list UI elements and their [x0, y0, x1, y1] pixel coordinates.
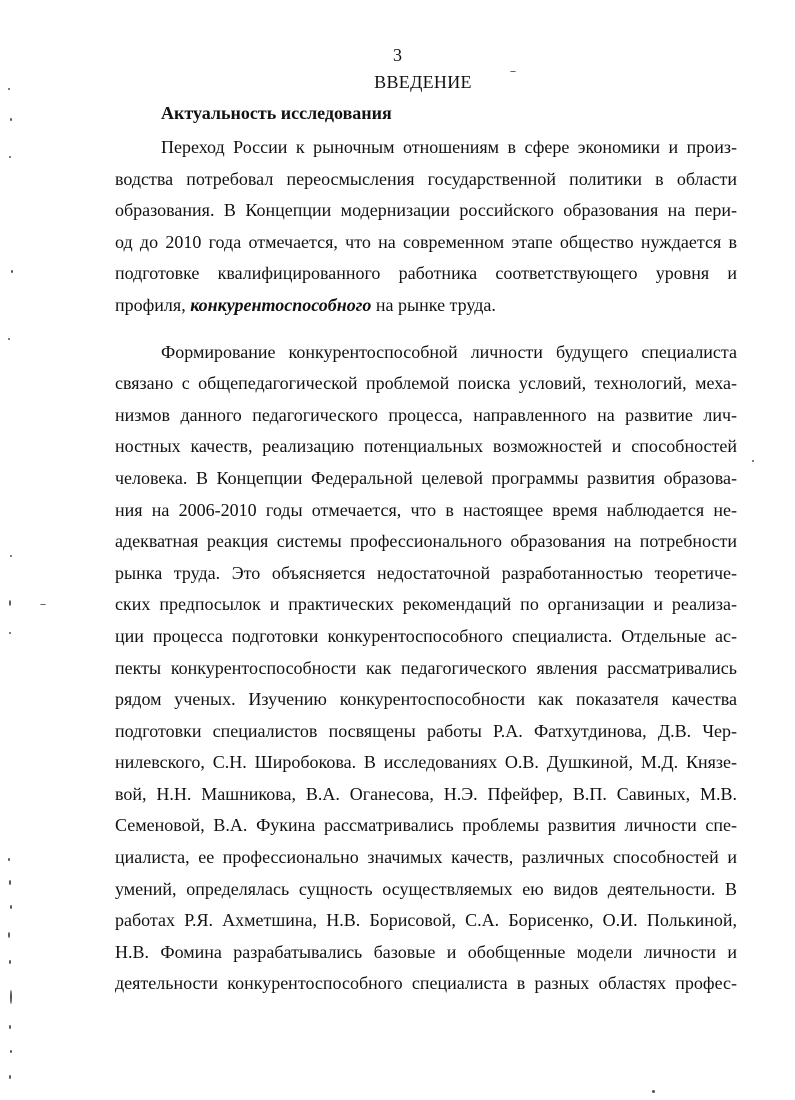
text-line: рядом ученых. Изучению конкурентоспособности как показателя качества [115, 689, 737, 710]
text-line: человека. В Концепции Федеральной целевой программы развития образова- [115, 467, 737, 488]
text-line: подготовки специалистов посвящены работы Р.А. Фатхутдинова, Д.В. Чер- [115, 720, 737, 741]
scan-artifact [10, 118, 12, 121]
text-line: вой, Н.Н. Машникова, В.А. Оганесова, Н.Э. Пфейфер, В.П. Савиных, М.В. [115, 783, 737, 804]
text-line: умений, определялась сущность осуществляемых ею видов деятельности. В [115, 878, 737, 899]
text-line: Формирование конкурентоспособной личности будущего специалиста [161, 341, 737, 362]
paragraph-gap [115, 322, 737, 337]
scan-artifact [8, 88, 10, 90]
text-line: образования. В Концепции модернизации российского образования на пери- [115, 200, 737, 221]
scan-artifact [9, 1025, 11, 1029]
scan-artifact [40, 604, 46, 605]
scan-artifact [8, 932, 10, 938]
text-line: водства потребовал переосмысления государственной политики в области [115, 168, 737, 189]
scan-artifact [10, 1050, 12, 1053]
scan-artifact [9, 960, 11, 964]
subsection-heading: Актуальность исследования [161, 103, 392, 123]
scan-artifact [10, 905, 12, 909]
text-line: Переход России к рыночным отношениям в сфере экономики и произ- [161, 137, 737, 157]
text-line: од до 2010 года отмечается, что на современном этапе общество нуждается в [115, 231, 737, 252]
scan-artifact [9, 600, 11, 606]
text-line: ния на 2006-2010 годы отмечается, что в настоящее время наблюдается не- [115, 499, 737, 520]
scan-artifact [9, 880, 11, 885]
scan-artifact [11, 270, 13, 273]
paragraph-1 [115, 132, 737, 322]
text-line: низмов данного педагогического процесса, направленного на развитие лич- [115, 404, 737, 425]
text-line: Семеновой, В.А. Фукина рассматривались проблемы развития личности спе- [115, 815, 737, 836]
body-text [115, 132, 737, 1000]
text-line: пекты конкурентоспособности как педагогического явления рассматривались [115, 657, 737, 678]
scan-artifact [9, 156, 11, 158]
scan-artifact [652, 1090, 655, 1093]
text-line: рынка труда. Это объясняется недостаточной разработанностью теоретиче- [115, 562, 737, 583]
text-line: связано с общепедагогической проблемой поиска условий, технологий, меха- [115, 373, 737, 394]
section-heading: ВВЕДЕНИЕ [374, 72, 472, 92]
text-line: ции процесса подготовки конкурентоспособного специалиста. Отдельные ас- [115, 625, 737, 646]
text-line: адекватная реакция системы профессионального образования на потребности [115, 531, 737, 552]
text-line: подготовке квалифицированного работника соответствующего уровня и [115, 263, 737, 284]
text-line: нилевского, С.Н. Широбокова. В исследованиях О.В. Душкиной, М.Д. Князе- [115, 752, 737, 773]
scan-artifact [10, 555, 12, 557]
page-number: 3 [393, 45, 402, 65]
text-line: циалиста, ее профессионально значимых качеств, различных способностей и [115, 847, 737, 868]
emphasized-term: конкурентоспособного [190, 294, 372, 315]
text-line: ских предпосылок и практических рекомендаций по организации и реализа- [115, 594, 737, 615]
text-line: работах Р.Я. Ахметшина, Н.В. Борисовой, С.А. Борисенко, О.И. Полькиной, [115, 910, 737, 931]
scan-artifact [8, 858, 10, 861]
text-line: Н.В. Фомина разрабатывались базовые и обобщенные модели личности и [115, 941, 737, 962]
text-line: ностных качеств, реализацию потенциальных возможностей и способностей [115, 436, 737, 457]
scan-artifact [10, 990, 12, 1004]
scan-artifact [8, 338, 10, 340]
text-fragment: профиля, [115, 294, 191, 315]
scan-artifact [9, 632, 11, 634]
text-fragment: на рынке труда. [371, 294, 496, 315]
scan-artifact [9, 1075, 11, 1079]
paragraph-2 [115, 337, 737, 1000]
text-line: деятельности конкурентоспособного специалиста в разных областях профес- [115, 973, 737, 994]
scan-artifact [510, 71, 516, 72]
text-line [115, 290, 737, 322]
scan-artifact [752, 460, 754, 462]
